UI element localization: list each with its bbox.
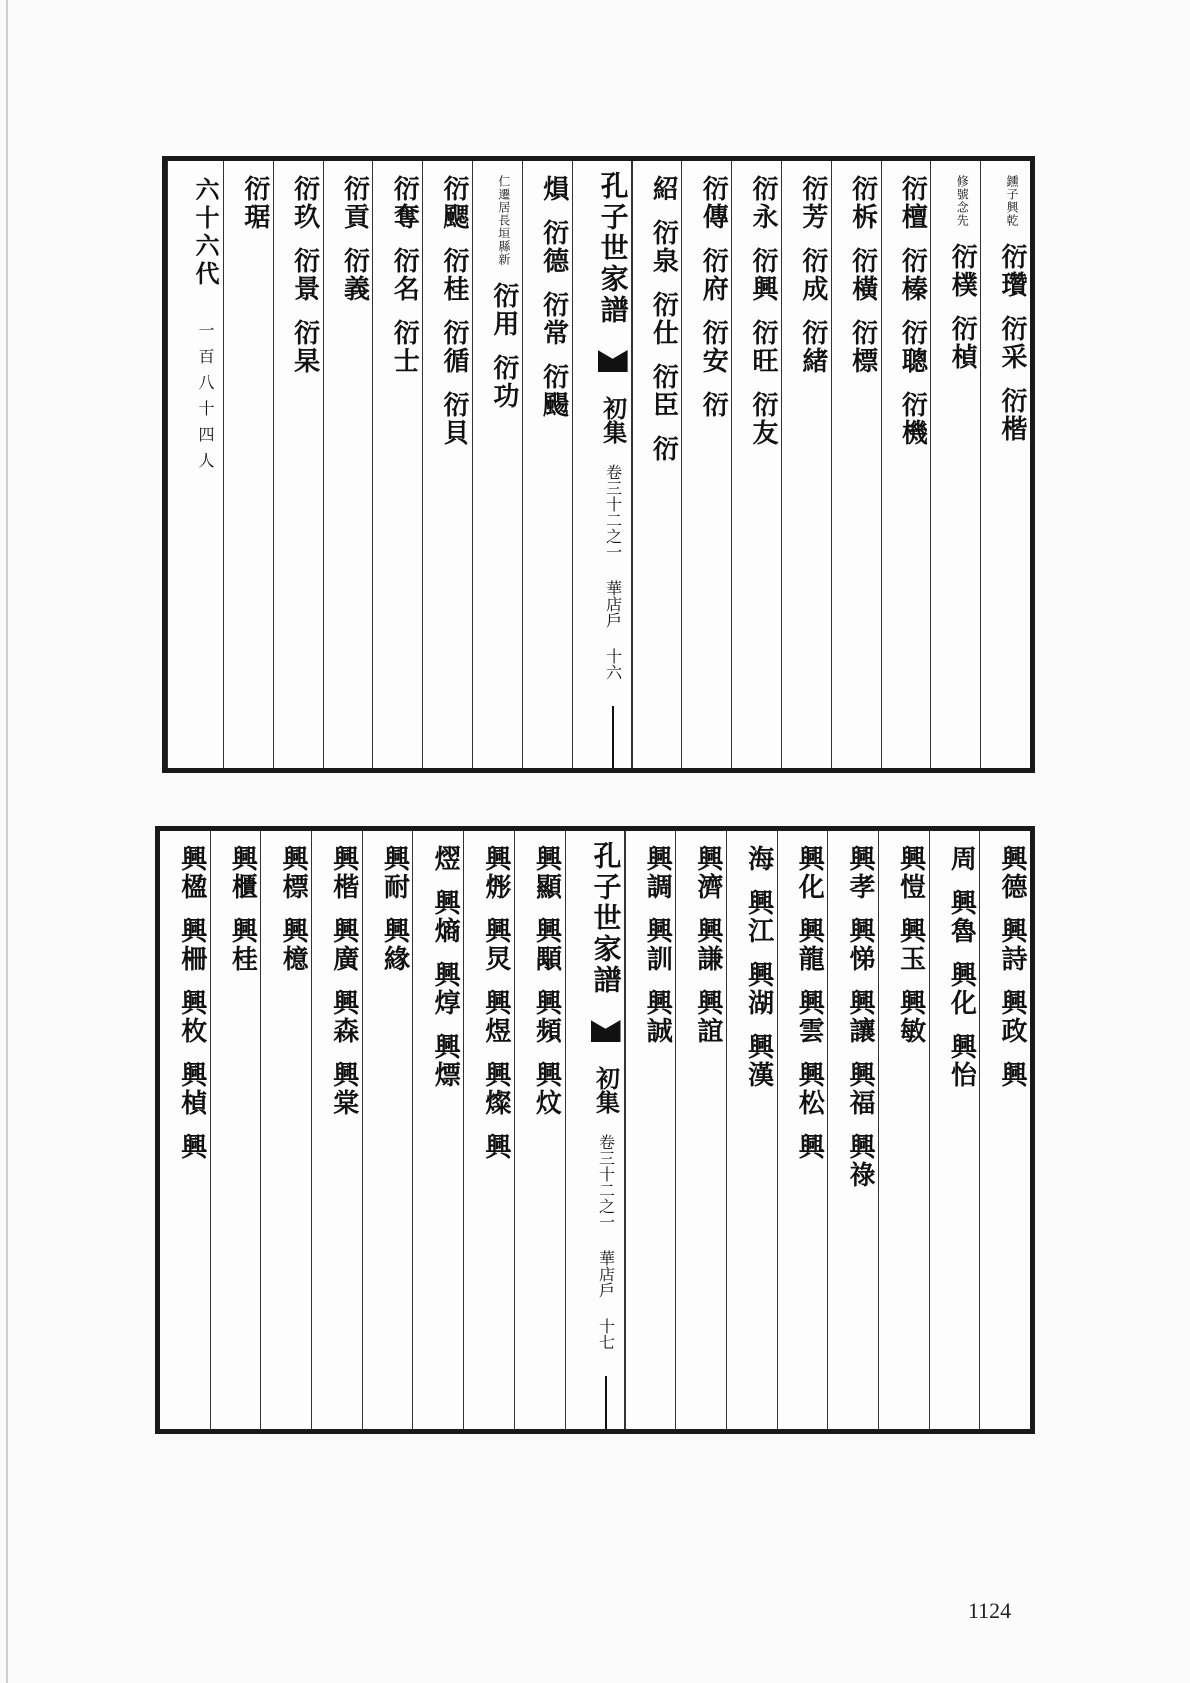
- entry-name: 衍士: [389, 319, 420, 375]
- lower-column-l7: [210, 831, 261, 1429]
- entry-name: 衍仕: [648, 291, 679, 347]
- lower-column-r7: [675, 831, 726, 1429]
- entry-name: 衍貝: [439, 391, 470, 447]
- entry-name: 興德: [997, 845, 1027, 901]
- entry-name: 興祿: [844, 1133, 875, 1189]
- entry-name: 興化: [946, 961, 977, 1017]
- entry-name: 衍機: [897, 391, 928, 447]
- entry-name: 衍檀: [897, 175, 928, 231]
- entry-name: 興枚: [176, 989, 207, 1045]
- entry-name: 興誼: [692, 989, 723, 1045]
- entry-name: 衍杲: [289, 319, 320, 375]
- entry-name: 興訓: [642, 917, 673, 973]
- lower-column-l5: [311, 831, 362, 1429]
- entry-name: 興福: [844, 1061, 875, 1117]
- entry-name: 興湖: [743, 961, 774, 1017]
- entry-name: 衍安: [698, 319, 729, 375]
- entry-name: 衍颸: [439, 175, 470, 231]
- entry-name: 海: [743, 845, 774, 873]
- entry-name: 興政: [997, 989, 1027, 1045]
- lower-column-l2: [463, 831, 514, 1429]
- entry-name: 興魯: [946, 889, 977, 945]
- entry-name: 興緣: [379, 917, 410, 973]
- entry-name: 興悌: [844, 917, 875, 973]
- lower-column-r6: [726, 831, 777, 1429]
- entry-name: 興江: [743, 889, 774, 945]
- entry-name: 興耐: [379, 845, 410, 901]
- entry-name: 興誠: [642, 989, 673, 1045]
- upper-column-l6: [273, 161, 323, 768]
- entry-name: 興讓: [844, 989, 875, 1045]
- upper-column-l2: [472, 161, 522, 768]
- entry-name: 衍德: [538, 219, 569, 275]
- book-title: 孔子世家譜: [589, 841, 623, 996]
- household-label: 華店戶: [596, 1250, 616, 1298]
- lower-column-l6: [260, 831, 311, 1429]
- entry-name: 衍用: [488, 282, 519, 338]
- entry-name: 衍桂: [439, 247, 470, 303]
- volume-label: 卷三十二之一: [603, 464, 623, 560]
- entry-name: 衍樸: [947, 243, 978, 299]
- entry-name: 興燦: [480, 1061, 511, 1117]
- entry-name: 熤: [430, 845, 461, 873]
- entry-name: 衍奪: [389, 175, 420, 231]
- entry-name: 興炅: [480, 917, 511, 973]
- lower-column-r3: [878, 831, 929, 1429]
- entry-name: 衍瓚: [997, 243, 1027, 299]
- upper-column-l5: [323, 161, 373, 768]
- entry-name: 衍義: [339, 247, 370, 303]
- entry-name: 衍芳: [797, 175, 828, 231]
- upper-column-r7: [681, 161, 731, 768]
- entry-name: 衍名: [389, 247, 420, 303]
- entry-name: 興濟: [692, 845, 723, 901]
- fish-tail-mark: [591, 1020, 621, 1042]
- entry-text: 仁遷居長垣縣新: [496, 175, 511, 266]
- upper-column-l3: [422, 161, 472, 768]
- entry-name: 興愷: [895, 845, 926, 901]
- lower-center-fold: [565, 831, 625, 1429]
- entry-name: 興孝: [844, 845, 875, 901]
- entry-name: 周: [946, 845, 977, 873]
- entry-name: 興熵: [430, 889, 461, 945]
- entry-name: 興: [997, 1061, 1027, 1089]
- entry-name: 興楨: [176, 1061, 207, 1117]
- entry-text: 鑂子興乾: [1005, 175, 1019, 227]
- entry-name: 興: [480, 1133, 511, 1161]
- entry-name: 衍聰: [897, 319, 928, 375]
- entry-name: 興楷: [328, 845, 359, 901]
- entry-name: 衍旺: [748, 319, 779, 375]
- fold-rule: [605, 1376, 607, 1429]
- lower-column-l8: [160, 831, 210, 1429]
- entry-name: 興詩: [997, 917, 1027, 973]
- upper-column-r2: [930, 161, 980, 768]
- upper-column-r5: [781, 161, 831, 768]
- entry-name: 興柵: [176, 917, 207, 973]
- entry-name: 熉: [538, 175, 569, 203]
- generation-label: 六十六代: [191, 177, 221, 289]
- lower-column-r2: [929, 831, 980, 1429]
- entry-name: 衍友: [748, 391, 779, 447]
- upper-column-r1: [980, 161, 1030, 768]
- entry-name: 衍橫: [847, 247, 878, 303]
- entry-name: 興櫃: [227, 845, 258, 901]
- entry-name: 紹: [648, 175, 679, 203]
- collection-label: 初集: [598, 396, 628, 444]
- leaf-number: 十七: [596, 1318, 616, 1350]
- entry-name: 衍緒: [797, 319, 828, 375]
- entry-name: 衍楨: [947, 315, 978, 371]
- entry-name: 興楹: [176, 845, 207, 901]
- entry-name: 興松: [794, 1061, 825, 1117]
- entry-name: 衍成: [797, 247, 828, 303]
- entry-name: 衍景: [289, 247, 320, 303]
- entry-name: 衍颺: [538, 363, 569, 419]
- entry-name: 興敏: [895, 989, 926, 1045]
- lower-column-r4: [827, 831, 878, 1429]
- entry-name: 衍傳: [698, 175, 729, 231]
- upper-column-r8: [632, 161, 682, 768]
- upper-column-r6: [731, 161, 781, 768]
- fish-tail-mark: [598, 350, 628, 372]
- entry-name: 興檍: [278, 917, 309, 973]
- entry-name: 興顒: [531, 917, 562, 973]
- entry-text: 修號念先: [955, 175, 970, 227]
- lower-column-r1: [979, 831, 1030, 1429]
- entry-name: 興化: [794, 845, 825, 901]
- entry-name: 興雲: [794, 989, 825, 1045]
- upper-column-r3: [881, 161, 931, 768]
- lower-column-l4: [362, 831, 413, 1429]
- entry-name: 興調: [642, 845, 673, 901]
- upper-column-l4: [372, 161, 422, 768]
- entry-name: 衍泉: [648, 219, 679, 275]
- volume-label: 卷三十二之一: [596, 1134, 616, 1230]
- upper-column-r4: [831, 161, 881, 768]
- entry-name: 衍永: [748, 175, 779, 231]
- page-number: 1124: [968, 1598, 1012, 1623]
- fold-rule: [612, 706, 614, 768]
- lower-column-r5: [777, 831, 828, 1429]
- entry-name: 興謙: [692, 917, 723, 973]
- entry-name: 興森: [328, 989, 359, 1045]
- entry-name: 興桂: [227, 917, 258, 973]
- entry-name: 興熛: [430, 1033, 461, 1089]
- entry-name: 衍臣: [648, 363, 679, 419]
- entry-name: 興怡: [946, 1033, 977, 1089]
- entry-name: 衍琚: [239, 175, 270, 231]
- entry-name: 衍功: [488, 354, 519, 410]
- entry-name: 衍標: [847, 319, 878, 375]
- upper-column-l1: [522, 161, 572, 768]
- upper-genealogy-page: [162, 156, 1035, 773]
- entry-name: 興炆: [531, 1061, 562, 1117]
- entry-name: 衍循: [439, 319, 470, 375]
- entry-name: 衍興: [748, 247, 779, 303]
- generation-heading: [167, 161, 223, 768]
- collection-label: 初集: [591, 1066, 621, 1114]
- entry-name: 興標: [278, 845, 309, 901]
- entry-name: 興棠: [328, 1061, 359, 1117]
- entry-name: 衍府: [698, 247, 729, 303]
- entry-name: 衍玖: [289, 175, 320, 231]
- entry-name: 衍: [648, 435, 679, 463]
- entry-name: 興: [794, 1133, 825, 1161]
- household-label: 華店戶: [603, 580, 623, 628]
- lower-column-l3: [412, 831, 463, 1429]
- lower-column-l1: [514, 831, 565, 1429]
- book-title: 孔子世家譜: [596, 171, 630, 326]
- entry-name: 衍: [698, 391, 729, 419]
- binding-edge: [6, 0, 8, 1683]
- entry-name: 興玉: [895, 917, 926, 973]
- upper-center-fold: [572, 161, 632, 768]
- entry-name: 興廣: [328, 917, 359, 973]
- lower-column-r8: [625, 831, 676, 1429]
- entry-name: 衍楷: [997, 387, 1027, 443]
- entry-name: 興漢: [743, 1033, 774, 1089]
- entry-name: 興煜: [480, 989, 511, 1045]
- upper-column-l7: [223, 161, 273, 768]
- entry-name: 衍柝: [847, 175, 878, 231]
- leaf-number: 十六: [603, 648, 623, 680]
- entry-name: 興龍: [794, 917, 825, 973]
- entry-name: 興焞: [430, 961, 461, 1017]
- lower-genealogy-page: [155, 826, 1035, 1434]
- entry-name: 興: [176, 1133, 207, 1161]
- entry-name: 衍貢: [339, 175, 370, 231]
- entry-name: 衍采: [997, 315, 1027, 371]
- entry-name: 衍常: [538, 291, 569, 347]
- entry-name: 興烿: [480, 845, 511, 901]
- entry-name: 興顯: [531, 845, 562, 901]
- entry-name: 興頻: [531, 989, 562, 1045]
- entry-name: 衍榛: [897, 247, 928, 303]
- generation-count: 一百八十四人: [196, 322, 216, 478]
